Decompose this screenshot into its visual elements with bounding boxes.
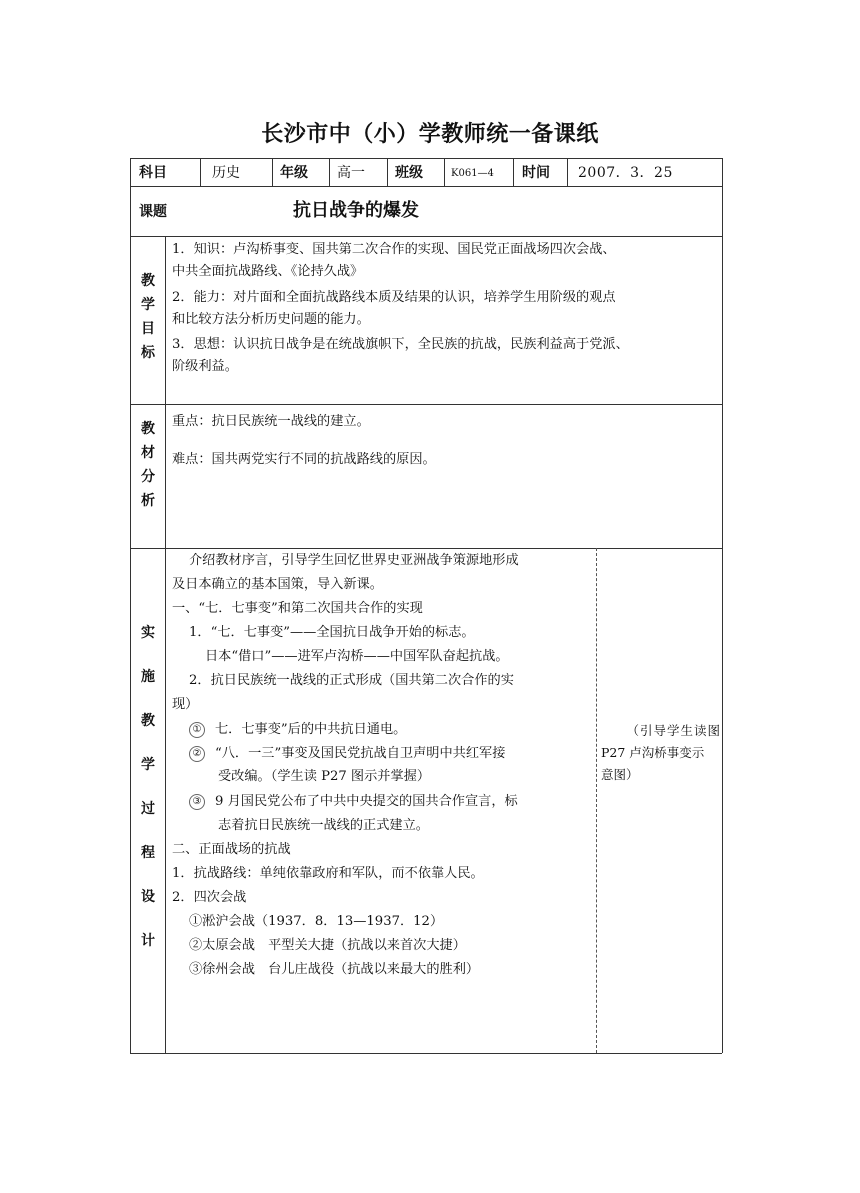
topic-label: 课题 <box>139 204 167 220</box>
list-item-text: 七．七事变”后的中共抗日通电。 <box>215 722 407 737</box>
subject-label: 科目 <box>139 165 167 181</box>
side-note <box>601 720 721 786</box>
process-label <box>133 622 163 974</box>
table-border-right <box>722 158 723 1053</box>
process-label-char: 程 <box>141 845 155 861</box>
row-divider-topic <box>130 236 722 237</box>
goal-line: 2．能力：对片面和全面抗战路线本质及结果的认识，培养学生用阶级的观点 <box>172 290 616 305</box>
header-col-divider <box>200 158 201 186</box>
goals-label-char: 学 <box>141 297 155 313</box>
list-item: 1．“七．七事变”——全国抗日战争开始的标志。 <box>189 625 475 640</box>
intro-line: 及日本确立的基本国策，导入新课。 <box>172 577 383 592</box>
header-col-divider <box>444 158 445 186</box>
list-item: ②太原会战 平型关大捷（抗战以来首次大捷） <box>189 938 466 953</box>
goal-line: 3．思想：认识抗日战争是在统战旗帜下，全民族的抗战，民族利益高于党派、 <box>172 337 629 352</box>
intro-line: 介绍教材序言，引导学生回忆世界史亚洲战争策源地形成 <box>189 553 519 568</box>
time-label: 时间 <box>522 165 550 181</box>
page-title: 长沙市中（小）学教师统一备课纸 <box>261 122 599 147</box>
list-item: ①淞沪会战（1937．8．13—1937．12） <box>189 914 444 929</box>
process-label-char: 实 <box>141 625 155 641</box>
table-border-left <box>130 158 131 1053</box>
analysis-label-char: 材 <box>141 445 155 461</box>
list-item: 受改编。（学生读 P27 图示并掌握） <box>218 769 431 784</box>
list-item: 志着抗日民族统一战线的正式建立。 <box>218 818 429 833</box>
key-point: 重点：抗日民族统一战线的建立。 <box>172 414 370 429</box>
row-divider-goals <box>130 404 722 405</box>
label-col-divider <box>165 236 166 1053</box>
list-item: 2．四次会战 <box>172 890 247 905</box>
analysis-label-char: 分 <box>141 469 155 485</box>
process-label-char: 学 <box>141 757 155 773</box>
header-col-divider <box>329 158 330 186</box>
row-divider-analysis <box>130 548 722 549</box>
grade-label: 年级 <box>280 165 308 181</box>
goals-label-char: 标 <box>141 345 155 361</box>
list-item <box>189 743 505 765</box>
side-note-line: 意图） <box>601 767 639 782</box>
list-item-text: “八．一三”事变及国民党抗战自卫声明中共红军接 <box>215 746 506 761</box>
section-heading: 二、正面战场的抗战 <box>172 842 291 857</box>
row-divider-header <box>130 186 722 187</box>
process-label-char: 过 <box>141 801 155 817</box>
list-item-text: 9 月国民党公布了中共中央提交的国共合作宣言，标 <box>215 794 518 809</box>
list-item: ③徐州会战 台儿庄战役（抗战以来最大的胜利） <box>189 962 480 977</box>
list-item <box>189 791 518 813</box>
goals-label <box>133 270 163 366</box>
table-border-top <box>130 158 722 159</box>
class-value: K061—4 <box>451 168 494 179</box>
circled-number: ② <box>189 746 205 762</box>
subject-value: 历史 <box>212 165 240 181</box>
header-col-divider <box>387 158 388 186</box>
process-label-char: 计 <box>141 933 155 949</box>
analysis-label-char: 析 <box>141 493 155 509</box>
goals-label-char: 教 <box>141 273 155 289</box>
list-item: 日本“借口”——进军卢沟桥——中国军队奋起抗战。 <box>205 649 509 664</box>
class-label: 班级 <box>395 165 423 181</box>
side-note-line: （引导学生读图 <box>626 723 721 738</box>
list-item: 1．抗战路线：单纯依靠政府和军队，而不依靠人民。 <box>172 866 484 881</box>
process-label-char: 教 <box>141 713 155 729</box>
note-col-divider <box>596 548 597 1053</box>
analysis-label-char: 教 <box>141 421 155 437</box>
list-item: 2．抗日民族统一战线的正式形成（国共第二次合作的实 <box>189 673 514 688</box>
analysis-label <box>133 418 163 514</box>
goal-line: 中共全面抗战路线、《论持久战》 <box>172 264 364 279</box>
grade-value: 高一 <box>337 165 365 181</box>
table-border-bottom <box>130 1053 722 1054</box>
difficult-point: 难点：国共两党实行不同的抗战路线的原因。 <box>172 452 436 467</box>
goal-line: 和比较方法分析历史问题的能力。 <box>172 312 370 327</box>
process-label-char: 施 <box>141 669 155 685</box>
list-item: 现） <box>172 697 199 712</box>
header-col-divider <box>567 158 568 186</box>
circled-number: ③ <box>189 794 205 810</box>
goal-line: 1．知识：卢沟桥事变、国共第二次合作的实现、国民党正面战场四次会战、 <box>172 242 616 257</box>
side-note-line: P27 卢沟桥事变示 <box>601 745 705 760</box>
header-col-divider <box>272 158 273 186</box>
process-label-char: 设 <box>141 889 155 905</box>
header-col-divider <box>513 158 514 186</box>
section-heading: 一、“七．七事变”和第二次国共合作的实现 <box>172 601 423 616</box>
list-item <box>189 719 406 741</box>
goal-line: 阶级利益。 <box>172 359 238 374</box>
time-value: 2007．3．25 <box>578 165 673 181</box>
circled-number: ① <box>189 722 205 738</box>
topic-value: 抗日战争的爆发 <box>293 200 419 221</box>
goals-label-char: 目 <box>141 321 155 337</box>
